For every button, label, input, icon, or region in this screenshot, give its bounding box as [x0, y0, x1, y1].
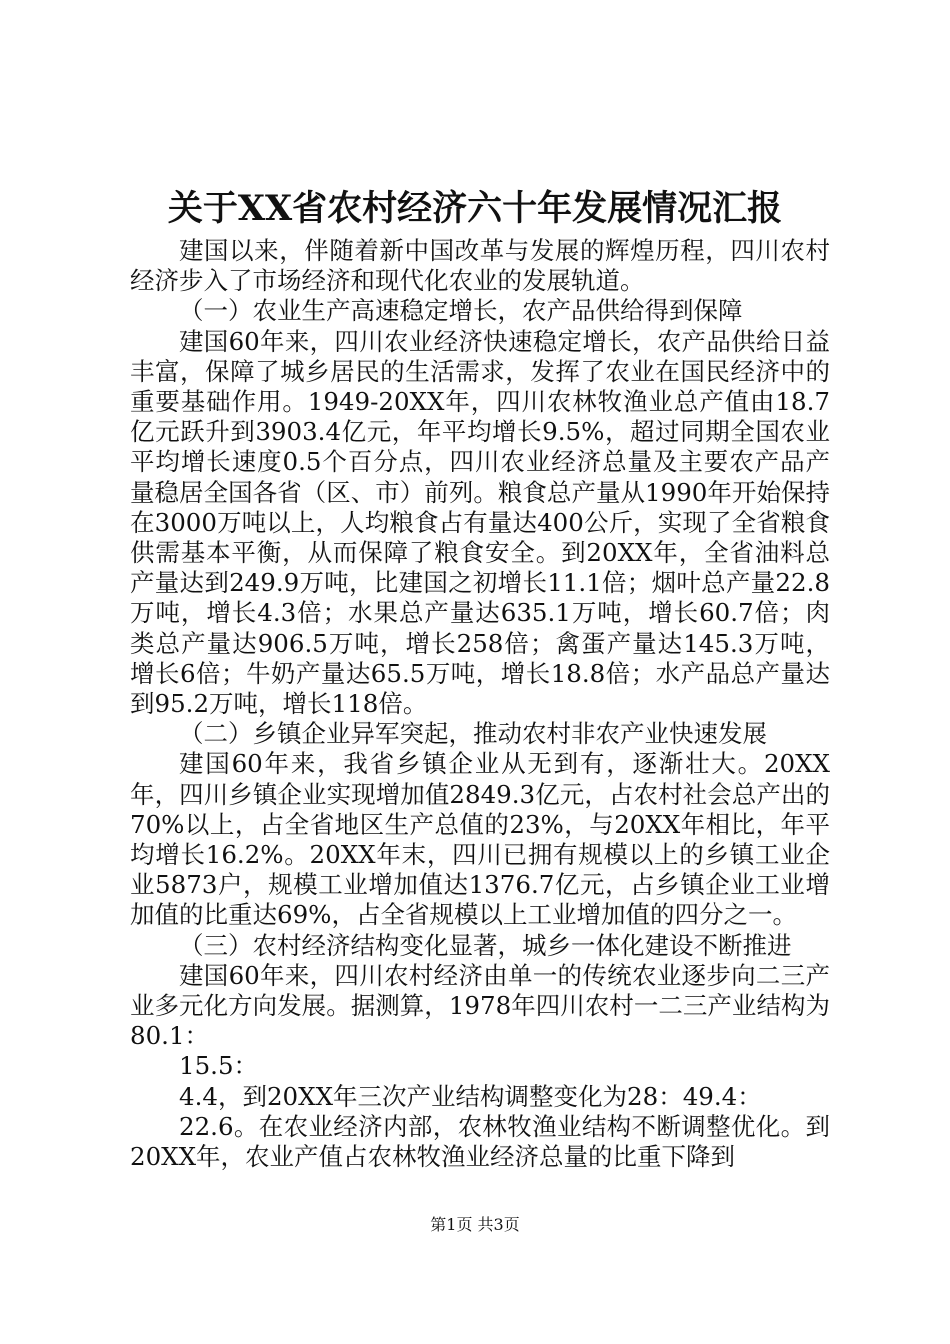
paragraph-structure-ratio-1: 15.5： — [179, 1051, 259, 1081]
paragraph-structure-ratio-3: 22.6。在农业经济内部，农林牧渔业结构不断调整优化。到20XX年，农业产值占农林牧渔业经济总量的比重下降到 — [130, 1111, 830, 1172]
section-heading-3: （三）农村经济结构变化显著，城乡一体化建设不断推进 — [179, 930, 792, 960]
paragraph-structure-ratio-2: 4.4，到20XX年三次产业结构调整变化为28：49.4： — [179, 1081, 762, 1111]
paragraph-township-enterprises: 建国60年来，我省乡镇企业从无到有，逐渐壮大。20XX年，四川乡镇企业实现增加值2849.3亿元，占农村社会总产出的70%以上，占全省地区生产总值的23%，与20XX年相比，年平均增长16.2%。20XX年末，四川已拥有规模以上的乡镇工业企业5873户，规模工业增加值达1376.7亿元，占乡镇企业工业增加值的比重达69%，占全省规模以上工业增加值的四分之一。 — [130, 749, 830, 930]
document-body — [130, 236, 830, 1172]
paragraph-intro: 建国以来，伴随着新中国改革与发展的辉煌历程，四川农村经济步入了市场经济和现代化农业的发展轨道。 — [130, 236, 830, 296]
paragraph-agriculture: 建国60年来，四川农业经济快速稳定增长，农产品供给日益丰富，保障了城乡居民的生活需求，发挥了农业在国民经济中的重要基础作用。1949-20XX年，四川农林牧渔业总产值由18.7亿元跃升到3903.4亿元，年平均增长9.5%，超过同期全国农业平均增长速度0.5个百分点，四川农业经济总量及主要农产品产量稳居全国各省（区、市）前列。粮食总产量从1990年开始保持在3000万吨以上，人均粮食占有量达400公斤，实现了全省粮食供需基本平衡，从而保障了粮食安全。到20XX年，全省油料总产量达到249.9万吨，比建国之初增长11.1倍；烟叶总产量22.8万吨，增长4.3倍；水果总产量达635.1万吨，增长60.7倍；肉类总产量达906.5万吨，增长258倍；禽蛋产量达145.3万吨，增长6倍；牛奶产量达65.5万吨，增长18.8倍；水产品总产量达到95.2万吨，增长118倍。 — [130, 326, 830, 719]
document-title: 关于XX省农村经济六十年发展情况汇报 — [167, 188, 783, 229]
section-heading-2: （二）乡镇企业异军突起，推动农村非农产业快速发展 — [179, 719, 767, 749]
paragraph-structure: 建国60年来，四川农村经济由单一的传统农业逐步向二三产业多元化方向发展。据测算，1978年四川农村一二三产业结构为80.1： — [130, 960, 830, 1051]
section-heading-1: （一）农业生产高速稳定增长，农产品供给得到保障 — [179, 296, 743, 326]
page-footer: 第1页 共3页 — [430, 1215, 520, 1234]
